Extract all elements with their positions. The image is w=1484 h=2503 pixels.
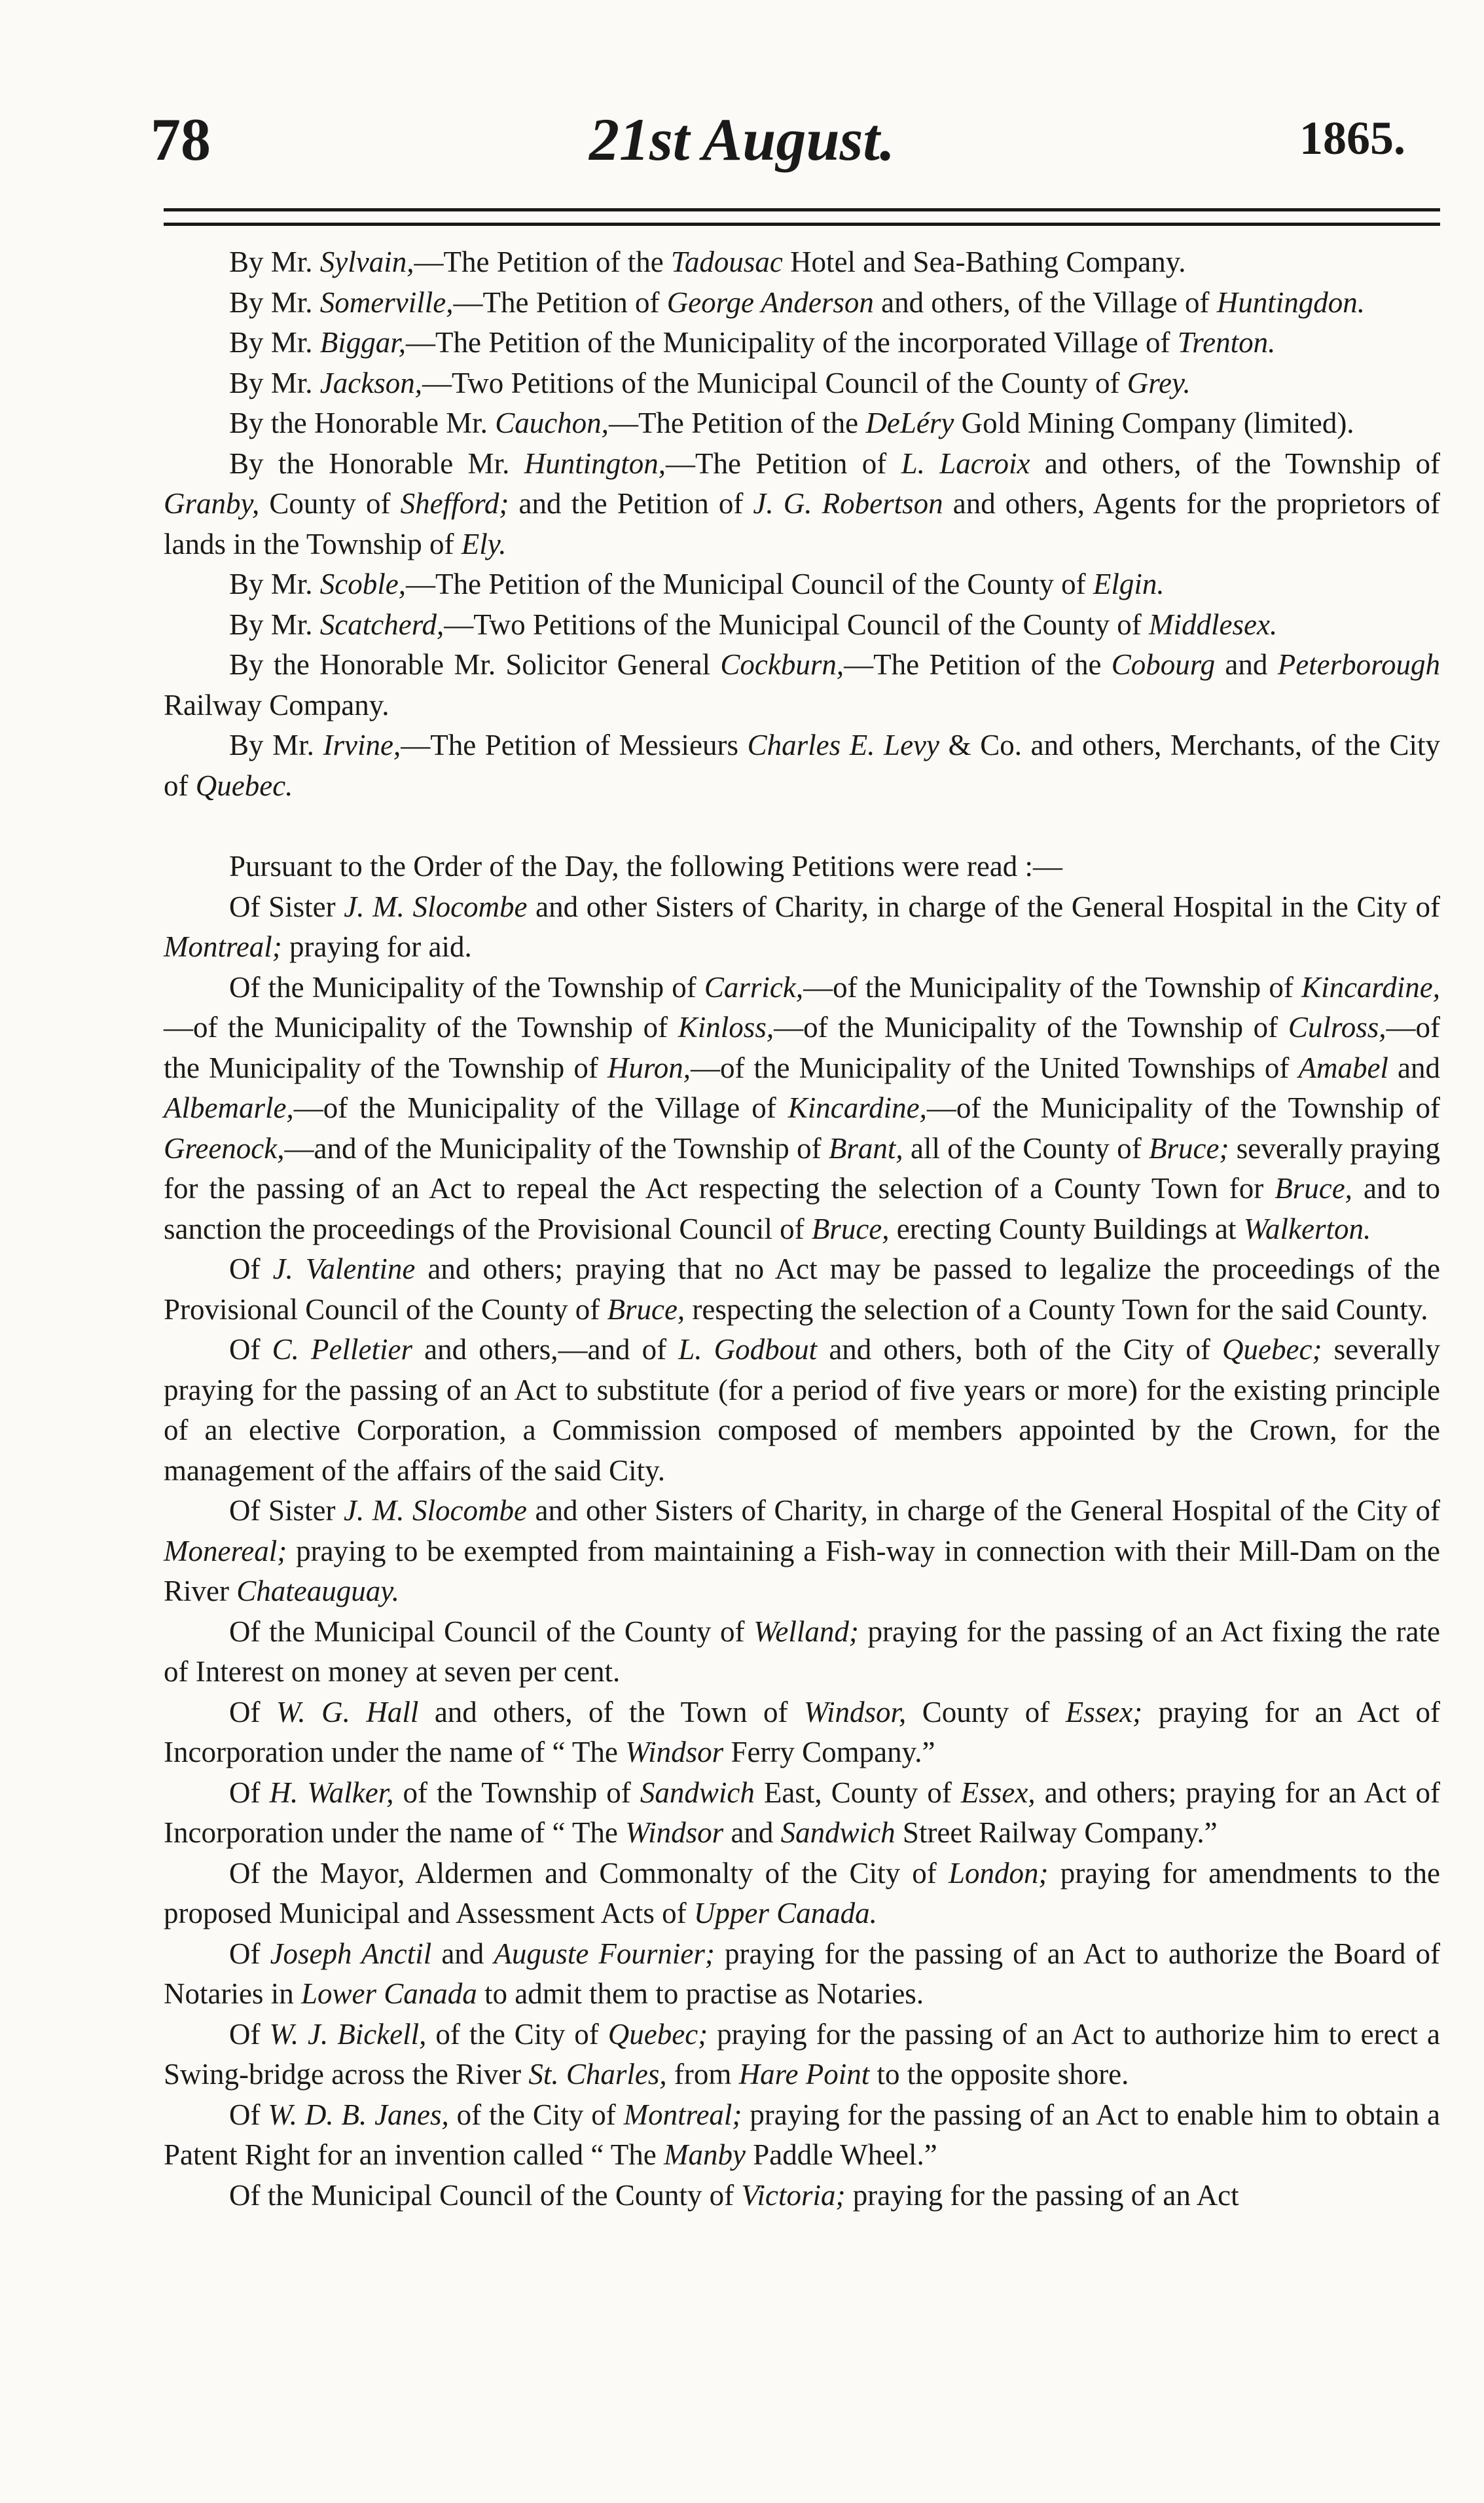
- italic-name: Hare Point: [738, 2058, 870, 2091]
- italic-name: George Anderson: [666, 285, 874, 319]
- italic-name: Charles E. Levy: [747, 729, 939, 761]
- italic-name: H. Walker,: [269, 1776, 394, 1809]
- italic-name: Biggar,: [319, 326, 407, 359]
- petition-read: Of the Mayor, Aldermen and Commonalty of the City of London; praying for amendments to the proposed Municipal and Assessment Acts of Upper Canada.: [164, 1856, 1440, 1929]
- petition-read: Of the Municipal Council of the County of Victoria; praying for the passing of an Act: [229, 2178, 1239, 2212]
- italic-name: L. Lacroix: [901, 447, 1030, 480]
- italic-name: DeLéry: [865, 407, 954, 439]
- order-of-day-intro: Pursuant to the Order of the Day, the following Petitions were read :—: [229, 850, 1063, 883]
- italic-name: Essex,: [960, 1776, 1036, 1809]
- petition-presented: By the Honorable Mr. Cauchon,—The Petition of the DeLéry Gold Mining Company (limited).: [229, 407, 1354, 439]
- petition-presented: By the Honorable Mr. Huntington,—The Petition of L. Lacroix and others, of the Township of Granby, County of Shefford; and the Petition of J. G. Robertson and others, Agents for the proprietors of lands in the Township of Ely.: [164, 447, 1440, 560]
- italic-name: Irvine,: [323, 729, 401, 761]
- italic-name: Huntingdon.: [1216, 285, 1365, 319]
- petition-read: Of W. J. Bickell, of the City of Quebec; praying for the passing of an Act to authorize him to erect a Swing-bridge across the River St. Charles, from Hare Point to the opposite shore.: [164, 2017, 1441, 2091]
- italic-name: J. G. Robertson: [753, 487, 943, 520]
- italic-name: Sylvain,: [319, 246, 414, 278]
- italic-name: Windsor,: [803, 1695, 907, 1728]
- petition-read: Of W. D. B. Janes, of the City of Montreal; praying for the passing of an Act to enable him to obtain a Patent Right for an invention called “ The Manby Paddle Wheel.”: [164, 2098, 1440, 2171]
- italic-name: Peterborough: [1277, 648, 1440, 681]
- italic-name: Manby: [663, 2138, 746, 2171]
- italic-name: W. G. Hall: [276, 1695, 419, 1728]
- italic-name: Joseph Anctil: [270, 1937, 432, 1970]
- italic-name: J. Valentine: [272, 1252, 416, 1285]
- italic-name: Cauchon,: [495, 407, 609, 439]
- petition-presented: By Mr. Sylvain,—The Petition of the Tadousac Hotel and Sea-Bathing Company.: [229, 246, 1186, 278]
- italic-name: Somerville,: [319, 285, 454, 319]
- italic-name: St. Charles,: [528, 2058, 667, 2091]
- italic-name: Huntington,: [524, 447, 666, 480]
- petition-read: Of Sister J. M. Slocombe and other Sisters of Charity, in charge of the General Hospital in the City of Montreal; praying for aid.: [164, 890, 1440, 963]
- header-rule-upper: [164, 208, 1440, 211]
- running-title: 21st August.: [588, 106, 895, 173]
- italic-name: Cockburn,: [720, 648, 844, 681]
- italic-name: Kinloss,: [678, 1011, 774, 1044]
- petition-read: Of J. Valentine and others; praying that no Act may be passed to legalize the proceedings of the Provisional Council of the County of Bruce, respecting the selection of a County Town for the said County.: [164, 1252, 1441, 1326]
- italic-name: Essex;: [1065, 1695, 1143, 1728]
- italic-name: Trenton.: [1177, 326, 1276, 359]
- italic-name: Huron,: [607, 1051, 691, 1084]
- petition-presented: By Mr. Scatcherd,—Two Petitions of the Municipal Council of the County of Middlesex.: [229, 608, 1278, 641]
- petition-read: Of the Municipal Council of the County of Welland; praying for the passing of an Act fixing the rate of Interest on money at seven per cent.: [164, 1615, 1440, 1688]
- italic-name: Middlesex.: [1149, 608, 1278, 641]
- italic-name: Culross,: [1288, 1011, 1386, 1044]
- italic-name: Welland;: [753, 1615, 859, 1648]
- italic-name: Kincardine,: [787, 1091, 927, 1124]
- header-rule-lower: [164, 223, 1440, 226]
- year: 1865.: [1299, 112, 1405, 164]
- petition-presented: By Mr. Irvine,—The Petition of Messieurs Charles E. Levy & Co. and others, Merchants, of the City of Quebec.: [164, 729, 1440, 802]
- italic-name: Bruce,: [607, 1292, 685, 1326]
- italic-name: Greenock,: [164, 1131, 285, 1165]
- italic-name: W. J. Bickell,: [269, 2017, 427, 2051]
- italic-name: W. D. B. Janes,: [268, 2098, 449, 2131]
- italic-name: Upper Canada.: [693, 1897, 877, 1929]
- italic-name: Windsor: [625, 1816, 724, 1849]
- italic-name: Sandwich: [640, 1776, 755, 1809]
- italic-name: J. M. Slocombe: [344, 890, 528, 923]
- italic-name: Scatcherd,: [319, 608, 444, 641]
- italic-name: Monereal;: [164, 1534, 287, 1567]
- italic-name: Montreal;: [623, 2098, 742, 2131]
- petition-read: Of H. Walker, of the Township of Sandwich East, County of Essex, and others; praying for an Act of Incorporation under the name of “ The Windsor and Sandwich Street Railway Company.”: [164, 1776, 1440, 1849]
- italic-name: Quebec.: [195, 769, 293, 802]
- italic-name: Brant,: [828, 1131, 903, 1165]
- italic-name: Sandwich: [780, 1816, 896, 1849]
- italic-name: Jackson,: [319, 366, 422, 399]
- italic-name: Ely.: [461, 527, 507, 560]
- italic-name: J. M. Slocombe: [344, 1494, 527, 1527]
- italic-name: Amabel: [1298, 1051, 1388, 1084]
- italic-name: London;: [949, 1856, 1049, 1890]
- petition-read: Of C. Pelletier and others,—and of L. Godbout and others, both of the City of Quebec; severally praying for the passing of an Act to substitute (for a period of five years or more) for the existing principle of an elective Corporation, a Commission composed of members appointed by the Crown, for the management of the affairs of the said City.: [164, 1333, 1441, 1487]
- italic-name: Walkerton.: [1243, 1212, 1371, 1245]
- italic-name: Quebec;: [1222, 1333, 1322, 1366]
- petition-presented: By Mr. Somerville,—The Petition of George Anderson and others, of the Village of Huntingdon.: [229, 285, 1365, 319]
- petition-presented: By Mr. Scoble,—The Petition of the Municipal Council of the County of Elgin.: [229, 568, 1165, 600]
- italic-name: Victoria;: [741, 2178, 846, 2212]
- italic-name: Carrick,: [704, 970, 804, 1004]
- petition-presented: By Mr. Biggar,—The Petition of the Municipality of the incorporated Village of Trenton.: [229, 326, 1276, 359]
- italic-name: Tadousac: [670, 246, 783, 278]
- italic-name: Grey.: [1127, 366, 1191, 399]
- petition-read: Of Sister J. M. Slocombe and other Sisters of Charity, in charge of the General Hospital of the City of Monereal; praying to be exempted from maintaining a Fish-way in connection with their Mill-Dam on the River Chateauguay.: [164, 1494, 1441, 1607]
- italic-name: Montreal;: [164, 930, 282, 963]
- italic-name: Windsor: [625, 1736, 724, 1768]
- page-number: 78: [151, 106, 211, 173]
- petition-presented: By the Honorable Mr. Solicitor General Cockburn,—The Petition of the Cobourg and Peterborough Railway Company.: [164, 648, 1440, 722]
- italic-name: Shefford;: [400, 487, 509, 520]
- italic-name: Scoble,: [319, 568, 406, 600]
- italic-name: Bruce;: [1149, 1131, 1229, 1165]
- italic-name: L. Godbout: [678, 1333, 818, 1366]
- italic-name: C. Pelletier: [272, 1333, 412, 1366]
- italic-name: Auguste Fournier;: [494, 1937, 715, 1970]
- italic-name: Granby,: [164, 487, 260, 520]
- italic-name: Chateauguay.: [236, 1575, 399, 1607]
- journal-body: [164, 242, 1440, 2216]
- petition-read: Of the Municipality of the Township of Carrick,—of the Municipality of the Township of Kincardine,—of the Municipality of the Township of Kinloss,—of the Municipality of the Township of Culross,—of the Municipality of the Township of Huron,—of the Municipality of the United Townships of Amabel and Albemarle,—of the Municipality of the Village of Kincardine,—of the Municipality of the Township of Greenock,—and of the Municipality of the Township of Brant, all of the County of Bruce; severally praying for the passing of an Act to repeal the Act respecting the selection of a County Town for Bruce, and to sanction the proceedings of the Provisional Council of Bruce, erecting County Buildings at Walkerton.: [164, 970, 1440, 1245]
- italic-name: Quebec;: [607, 2017, 708, 2051]
- italic-name: Lower Canada: [300, 1977, 477, 2010]
- italic-name: Kincardine,: [1301, 970, 1440, 1004]
- petition-read: Of Joseph Anctil and Auguste Fournier; praying for the passing of an Act to authorize the Board of Notaries in Lower Canada to admit them to practise as Notaries.: [164, 1937, 1440, 2010]
- italic-name: Bruce,: [811, 1212, 890, 1245]
- italic-name: Albemarle,: [164, 1091, 294, 1124]
- petition-presented: By Mr. Jackson,—Two Petitions of the Municipal Council of the County of Grey.: [229, 366, 1191, 399]
- running-header: [0, 105, 1484, 196]
- petition-read: Of W. G. Hall and others, of the Town of Windsor, County of Essex; praying for an Act of Incorporation under the name of “ The Windsor Ferry Company.”: [164, 1695, 1441, 1768]
- italic-name: Elgin.: [1093, 568, 1165, 600]
- italic-name: Cobourg: [1111, 648, 1216, 681]
- italic-name: Bruce,: [1275, 1172, 1352, 1205]
